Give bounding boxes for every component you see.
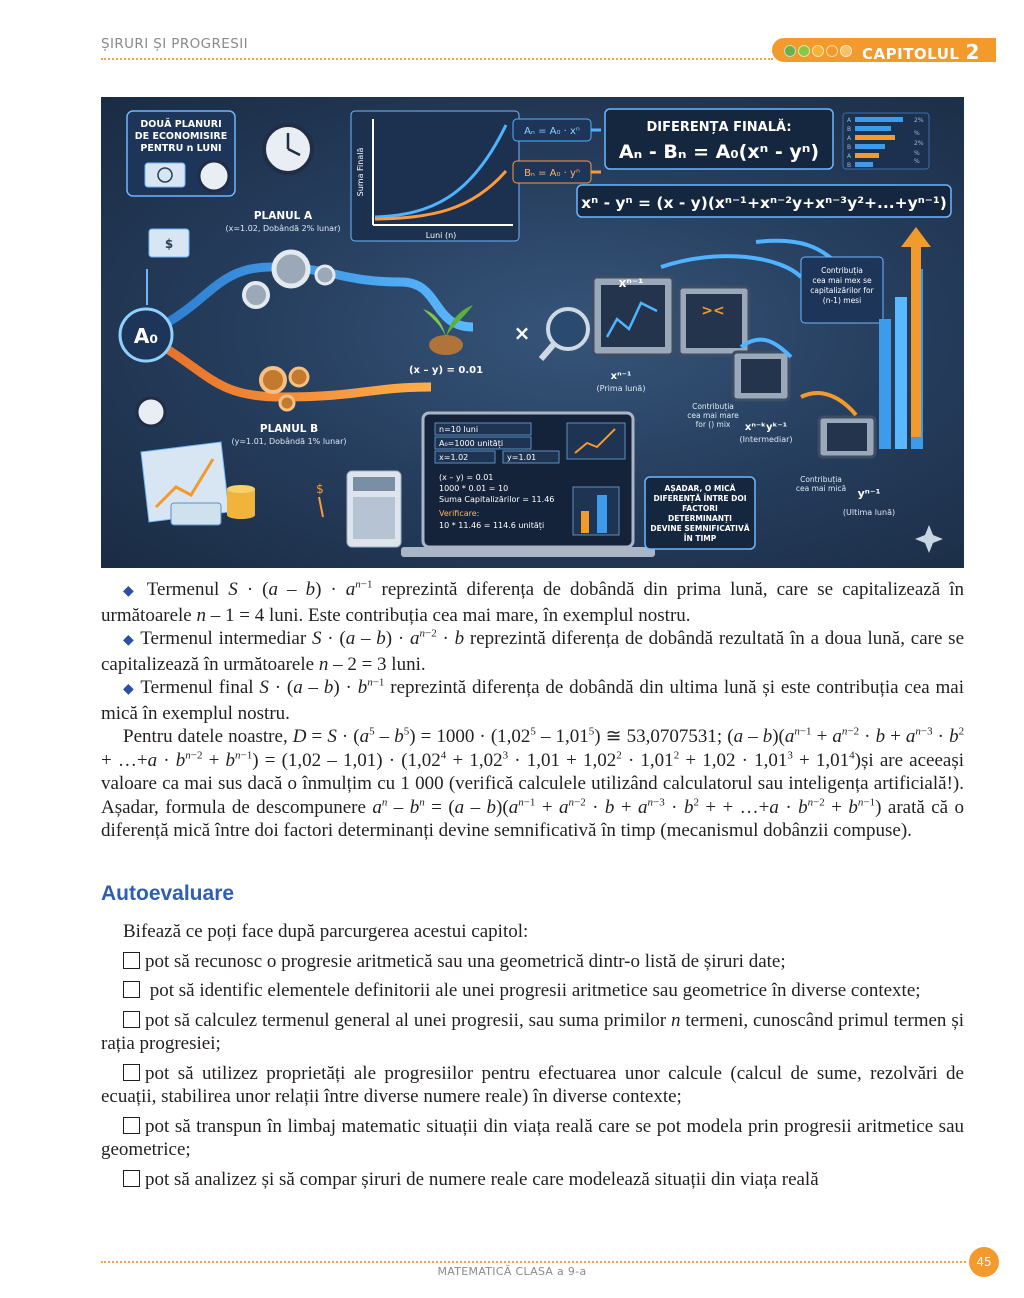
section-title: Autoevaluare (101, 882, 235, 905)
mini-bar (855, 126, 891, 131)
magnifier-icon (548, 309, 588, 349)
main-text (101, 578, 964, 843)
footer-rule (101, 1261, 966, 1263)
clock-small-icon (199, 161, 229, 191)
laptop-n: n=10 luni (439, 425, 479, 434)
contrib-max: Contribuția (821, 266, 863, 275)
checklist-item: pot să transpun în limbaj matematic situații din viața reală care se pot modela prin progresii aritmetice sau geometrice; (101, 1115, 964, 1160)
money-icon (145, 163, 185, 187)
graph-xlabel: Luni (n) (425, 231, 457, 240)
dollar-sign: $ (164, 237, 174, 251)
checklist-item: pot să analizez și să compar șiruri de numere reale care modelează situații din viața reală (101, 1168, 964, 1192)
mini-bar (855, 153, 879, 158)
mini-chart-letter: B (847, 126, 852, 133)
final-diff-title: DIFERENȚA FINALĂ: (646, 120, 792, 135)
laptop-bar-chart (573, 487, 619, 535)
chapter-dot (840, 45, 852, 57)
cube-first-label: xⁿ⁻¹ (618, 276, 644, 290)
two-plans-line: DE ECONOMISIRE (134, 131, 228, 142)
checkbox[interactable] (123, 1170, 140, 1187)
contrib-max: cea mai mex se (812, 276, 872, 285)
page-number: 45 (969, 1247, 999, 1277)
yn-caption: (Ultima lună) (842, 508, 896, 517)
laptop-line: 1000 * 0.01 = 10 (439, 484, 509, 493)
cube-mid-caption: xⁿ⁻ᵏyᵏ⁻¹ (744, 422, 788, 433)
two-plans-line: DOUĂ PLANURI (140, 119, 222, 130)
laptop-base (401, 547, 655, 557)
mini-chart-pct: 2% (914, 117, 924, 124)
laptop-verif-title: Verificare: (439, 509, 480, 518)
laptop-a0: A₀=1000 unități (439, 439, 504, 448)
right-bar (879, 319, 891, 449)
factorization-formula: xⁿ - yⁿ = (x - y)(xⁿ⁻¹+xⁿ⁻²y+xⁿ⁻³y²+...+yⁿ⁻¹) (581, 194, 947, 212)
paragraph-computation: Pentru datele noastre, $D = S \cdot (a^5 - b^5) = 1000 \cdot (1,02^5 - 1,01^5)$ ≅ 53,0707531; $(a - b)(a^{n-1} + a^{n-2} \cdot b + a^{n-3} \cdot b^2$ + …+a · $b^{n-2} + b^{n-1}) = (1,02 - 1,01) \cdot (1,02^4 + 1,02^3 \cdot 1,01 + 1,02^2 \cdot 1,01^2 + 1,02 \cdot 1,01^3$ + $1,01^4)și$ are aceeași valoare ca mai sus dacă o înmulțim cu 1 000 (verifică calculele utilizând calculatorul sau inteligența artificială!). Așadar, formula de descompunere $a^n - b^n = (a - b)(a^{n-1} + a^{n-2} \cdot b + a^{n-3} \cdot b^2$ + + …+a · $b^{n-2} + b^{n-1}$) arată că o diferență mică între doi factori determinanți devine semnificativă în timp (mecanismul dobânzii compuse). (101, 725, 965, 841)
plan-a-detail: (x=1.02, Dobândă 2% lunar) (225, 224, 341, 233)
contrib-mid: cea mai mare (687, 411, 739, 420)
laptop-line: Suma Capitalizărilor = 11.46 (439, 495, 555, 504)
mini-chart-letter: A (847, 135, 852, 142)
checkbox[interactable] (123, 1117, 140, 1134)
infographic (101, 97, 964, 568)
plan-a-title: PLANUL A (253, 210, 313, 222)
conclusion-line: DIFERENȚĂ ÎNTRE DOI (653, 494, 747, 503)
self-eval-lead: Bifează ce poți face după parcurgerea acestui capitol: (123, 921, 529, 942)
mini-chart-pct: % (914, 130, 920, 137)
cube-arrows-icon: >< (701, 303, 725, 319)
laptop-verif: 10 * 11.46 = 114.6 unități (439, 521, 545, 530)
checkbox[interactable] (123, 1011, 140, 1028)
plan-b-detail: (y=1.01, Dobândă 1% lunar) (231, 437, 347, 446)
stopwatch-icon (137, 398, 165, 426)
checkbox[interactable] (123, 952, 140, 969)
mini-bar (855, 135, 895, 140)
right-bar (895, 297, 907, 449)
money-icon (171, 503, 221, 525)
xy-diff: (x – y) = 0.01 (408, 365, 484, 376)
an-formula: Aₙ = A₀ · xⁿ (524, 126, 580, 137)
contrib-min: Contribuția (800, 475, 842, 484)
cube1-caption: xⁿ⁻¹ (610, 371, 632, 382)
paragraph-intermediate-term: ◆ Termenul intermediar $S \cdot (a - b) \cdot a^{n-2} \cdot b$ reprezintă diferența de dobândă rezultată în a doua lună, care se capitalizează în următoarele n – 2 = 3 luni. (101, 627, 964, 675)
chapter-dots (784, 45, 852, 57)
mini-chart-letter: B (847, 144, 852, 151)
mini-chart-letter: A (847, 153, 852, 160)
cube1-caption: (Prima lună) (596, 384, 646, 393)
gear-icon (244, 283, 268, 307)
contrib-max: capitalizărilor for (810, 286, 874, 295)
sparkle-icon (915, 525, 943, 553)
diamond-bullet-icon: ◆ (123, 584, 139, 599)
conclusion-line: DEVINE SEMNIFICATIVĂ (650, 524, 750, 533)
paragraph-first-term: ◆ Termenul $S \cdot (a - b) \cdot a^{n-1}$ reprezintă diferența de dobândă din prima lună, care se capitalizează în următoarele n – 1 = 4 luni. Este contribuția cea mai mare, în exemplul nostru. (101, 578, 964, 626)
conclusion-line: AȘADAR, O MICĂ (664, 484, 736, 493)
diamond-bullet-icon: ◆ (123, 633, 135, 648)
infographic-svg (101, 97, 964, 568)
contrib-min: cea mai mică (795, 484, 847, 493)
contrib-max: (n-1) mesi (822, 296, 862, 305)
chapter-label: CAPITOLUL 2 (862, 40, 980, 64)
gear-icon (274, 252, 308, 286)
header-rule (101, 58, 773, 60)
mini-bar (855, 117, 903, 122)
checklist-item: pot să recunosc o progresie aritmetică sau una geometrică dintr-o listă de șiruri date; (101, 950, 964, 974)
diamond-bullet-icon: ◆ (123, 682, 135, 697)
bn-formula: Bₙ = A₀ · yⁿ (524, 168, 580, 179)
laptop-line: (x – y) = 0.01 (439, 473, 494, 482)
conclusion-line: FACTORI (682, 504, 718, 513)
chapter-badge (772, 38, 996, 62)
chapter-dot (826, 45, 838, 57)
a0-label: A₀ (133, 324, 159, 348)
mini-bar (855, 162, 873, 167)
chapter-number: 2 (965, 40, 980, 64)
graph-ylabel: Suma Finală (356, 147, 365, 197)
gear-icon (280, 396, 294, 410)
chapter-dot (798, 45, 810, 57)
checkbox[interactable] (123, 1064, 140, 1081)
mini-chart-pct: 2% (914, 140, 924, 147)
chapter-dot (784, 45, 796, 57)
gear-icon (261, 368, 285, 392)
conclusion-line: DETERMINANȚI (668, 514, 732, 523)
cube-mid-caption: (Intermediar) (739, 435, 793, 444)
plant-pot (429, 335, 463, 355)
checklist-item: pot să identific elementele definitorii ale unei progresii aritmetice sau geometrice în diverse contexte; (101, 979, 964, 1003)
laptop-y: y=1.01 (507, 453, 537, 462)
conclusion-line: ÎN TIMP (683, 534, 717, 543)
checklist-item: pot să calculez termenul general al unei progresii, sau suma primilor n termeni, cunoscând primul termen și rația progresiei; (101, 1009, 964, 1054)
two-plans-line: PENTRU n LUNI (140, 143, 222, 154)
growth-graph (351, 111, 519, 241)
contrib-mid: Contribuția (692, 402, 734, 411)
times-sign: × (513, 321, 531, 345)
gear-icon (290, 368, 308, 386)
yn-caption: yⁿ⁻¹ (857, 487, 881, 500)
dollar-sign: $ (316, 482, 324, 496)
mini-chart-letter: B (847, 162, 852, 169)
footer-text: MATEMATICĂ CLASA a 9-a (437, 1265, 587, 1278)
plan-b-title: PLANUL B (259, 423, 319, 435)
mini-chart-pct: % (914, 158, 920, 165)
gear-icon (316, 266, 334, 284)
checklist-item: pot să utilizez proprietăți ale progresiilor pentru efectuarea unor calcule (calcul de sume, rezolvări de ecuații, stabilirea unor relații între diverse numere reale) în diverse contexte; (101, 1062, 964, 1107)
contrib-mid: for () mix (695, 420, 731, 429)
chapter-dot (812, 45, 824, 57)
mini-bar (855, 144, 885, 149)
laptop-x: x=1.02 (439, 453, 469, 462)
self-eval-list (101, 920, 964, 1197)
checkbox[interactable] (123, 981, 140, 998)
mini-chart-pct: % (914, 150, 920, 157)
final-diff-formula: Aₙ - Bₙ = A₀(xⁿ - yⁿ) (618, 141, 820, 163)
paragraph-final-term: ◆ Termenul final $S \cdot (a - b) \cdot b^{n-1}$ reprezintă diferența de dobândă din ultima lună și este contribuția cea mai mică în exemplul nostru. (101, 676, 965, 724)
mini-chart-letter: A (847, 117, 852, 124)
running-header: ȘIRURI ȘI PROGRESII (101, 36, 248, 52)
